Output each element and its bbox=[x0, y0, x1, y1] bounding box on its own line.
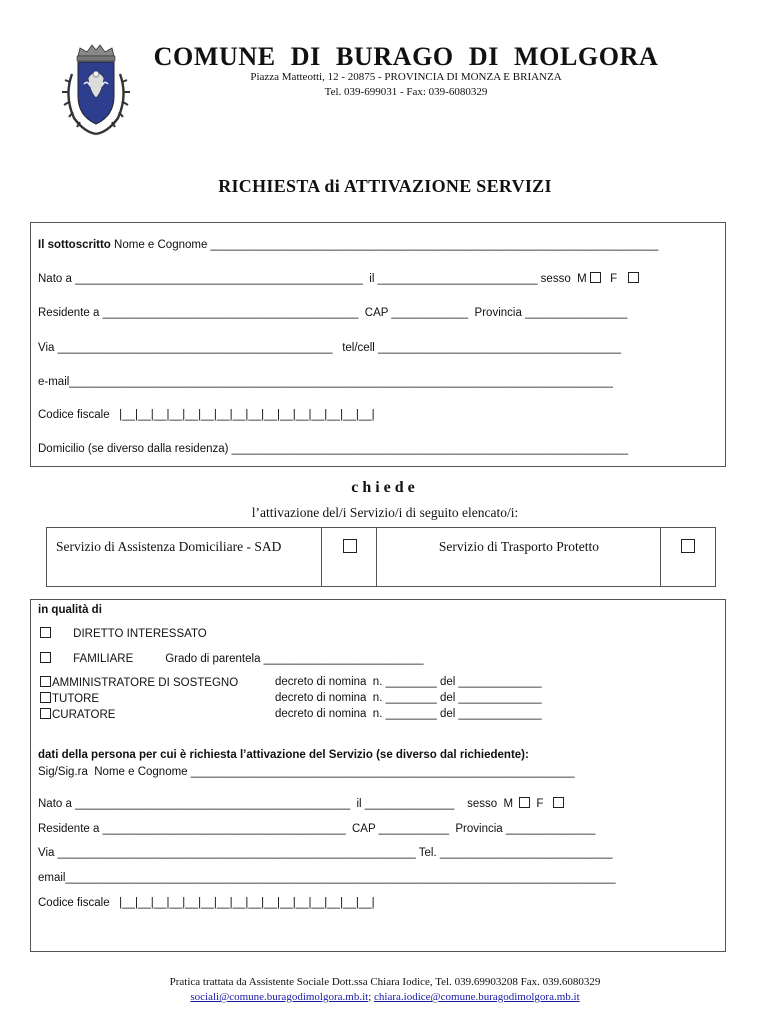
beneficiary-heading: dati della persona per cui è richiesta l’attivazione del Servizio (se diverso dal richiedente): bbox=[38, 749, 529, 761]
applicant-domicile-field[interactable]: Domicilio (se diverso dalla residenza) ______________________________________________________________ bbox=[38, 443, 629, 455]
municipality-address: Piazza Matteotti, 12 - 20875 - PROVINCIA DI MONZA E BRIANZA bbox=[250, 71, 562, 83]
footer-contact-info: Pratica trattata da Assistente Sociale Dott.ssa Chiara Iodice, Tel. 039.69903208 Fax. 039.6080329 bbox=[169, 976, 601, 988]
capacity-administrator-decree-field[interactable]: decreto di nomina n. ________ del _____________ bbox=[275, 676, 542, 688]
beneficiary-fiscal-code-field[interactable]: Codice fiscale |__|__|__|__|__|__|__|__|__|__|__|__|__|__|__|__| bbox=[38, 897, 375, 909]
capacity-administrator-label: AMMINISTRATORE DI SOSTEGNO bbox=[52, 677, 239, 689]
service-sad-check-cell bbox=[322, 528, 377, 586]
capacity-direct-label: DIRETTO INTERESSATO bbox=[73, 628, 207, 640]
beneficiary-sex-m-checkbox[interactable] bbox=[519, 797, 530, 808]
details-section bbox=[30, 599, 726, 952]
service-transport-checkbox[interactable] bbox=[681, 539, 695, 553]
beneficiary-email-field[interactable]: email______________________________________________________________________________________ bbox=[38, 872, 616, 884]
beneficiary-sex-f-label: F bbox=[536, 798, 544, 810]
beneficiary-street-field[interactable]: Via ________________________________________________________ Tel. ___________________________ bbox=[38, 847, 613, 859]
applicant-fiscal-code-field[interactable]: Codice fiscale |__|__|__|__|__|__|__|__|__|__|__|__|__|__|__|__| bbox=[38, 409, 375, 421]
capacity-family-row bbox=[38, 652, 424, 665]
beneficiary-birth-field[interactable]: Nato a ___________________________________________ il ______________ sesso M bbox=[38, 798, 514, 810]
footer-email-iodice-link[interactable]: chiara.iodice@comune.buragodimolgora.mb.it bbox=[374, 991, 580, 1003]
capacity-kinship-field[interactable]: Grado di parentela _________________________ bbox=[165, 653, 424, 665]
capacity-heading: in qualità di bbox=[38, 604, 102, 616]
capacity-role-row bbox=[38, 676, 238, 689]
beneficiary-name-field[interactable]: Sig/Sig.ra Nome e Cognome ____________________________________________________________ bbox=[38, 766, 575, 778]
applicant-label: Il sottoscritto bbox=[38, 239, 111, 251]
service-sad-cell bbox=[47, 528, 322, 586]
capacity-direct-checkbox[interactable] bbox=[40, 627, 51, 638]
applicant-sex-f-checkbox[interactable] bbox=[628, 272, 639, 283]
applicant-section bbox=[30, 222, 726, 467]
service-transport-cell bbox=[377, 528, 661, 586]
applicant-birth-row bbox=[38, 272, 642, 285]
applicant-birth-field[interactable]: Nato a _____________________________________________ il _________________________ sesso M bbox=[38, 273, 587, 285]
municipality-name: COMUNE DI BURAGO DI MOLGORA bbox=[153, 42, 659, 71]
capacity-curator-checkbox[interactable] bbox=[40, 708, 51, 719]
footer-emails bbox=[0, 991, 770, 1003]
capacity-curator-decree-field[interactable]: decreto di nomina n. ________ del _____________ bbox=[275, 708, 542, 720]
applicant-email-field[interactable]: e-mail_____________________________________________________________________________________ bbox=[38, 376, 613, 388]
applicant-name-field: Nome e Cognome ______________________________________________________________________ bbox=[110, 239, 659, 251]
service-transport-check-cell bbox=[661, 528, 715, 586]
footer-email-sociali-link[interactable]: sociali@comune.buragodimolgora.mb.it bbox=[190, 991, 369, 1003]
services-table bbox=[46, 527, 716, 587]
capacity-guardian-label: TUTORE bbox=[52, 693, 100, 705]
beneficiary-birth-row bbox=[38, 797, 567, 810]
service-sad-label: Servizio di Assistenza Domiciliare - SAD bbox=[56, 539, 282, 554]
capacity-guardian-checkbox[interactable] bbox=[40, 692, 51, 703]
service-sad-checkbox[interactable] bbox=[343, 539, 357, 553]
request-verb: chiede bbox=[351, 479, 419, 496]
capacity-role-row bbox=[38, 708, 115, 721]
capacity-administrator-checkbox[interactable] bbox=[40, 676, 51, 687]
document-title: RICHIESTA di ATTIVAZIONE SERVIZI bbox=[218, 176, 552, 196]
request-subtitle: l’attivazione del/i Servizio/i di seguito elencato/i: bbox=[251, 505, 519, 520]
applicant-residence-field[interactable]: Residente a ________________________________________ CAP ____________ Provincia ________________ bbox=[38, 307, 628, 319]
applicant-sex-f-label: F bbox=[610, 273, 618, 285]
capacity-role-row bbox=[38, 692, 99, 705]
applicant-name-row[interactable] bbox=[38, 239, 658, 251]
footer-email-separator: ; bbox=[368, 991, 372, 1003]
capacity-direct-row bbox=[38, 627, 207, 640]
capacity-curator-label: CURATORE bbox=[52, 709, 116, 721]
beneficiary-residence-field[interactable]: Residente a ______________________________________ CAP ___________ Provincia ______________ bbox=[38, 823, 596, 835]
applicant-street-field[interactable]: Via ___________________________________________ tel/cell ______________________________________ bbox=[38, 342, 622, 354]
applicant-sex-m-checkbox[interactable] bbox=[590, 272, 601, 283]
service-transport-label: Servizio di Trasporto Protetto bbox=[438, 539, 600, 554]
beneficiary-sex-f-checkbox[interactable] bbox=[553, 797, 564, 808]
municipal-crest-icon bbox=[58, 44, 134, 140]
municipality-contacts: Tel. 039-699031 - Fax: 039-6080329 bbox=[324, 86, 488, 98]
capacity-family-checkbox[interactable] bbox=[40, 652, 51, 663]
capacity-family-label: FAMILIARE bbox=[73, 653, 134, 665]
capacity-guardian-decree-field[interactable]: decreto di nomina n. ________ del _____________ bbox=[275, 692, 542, 704]
